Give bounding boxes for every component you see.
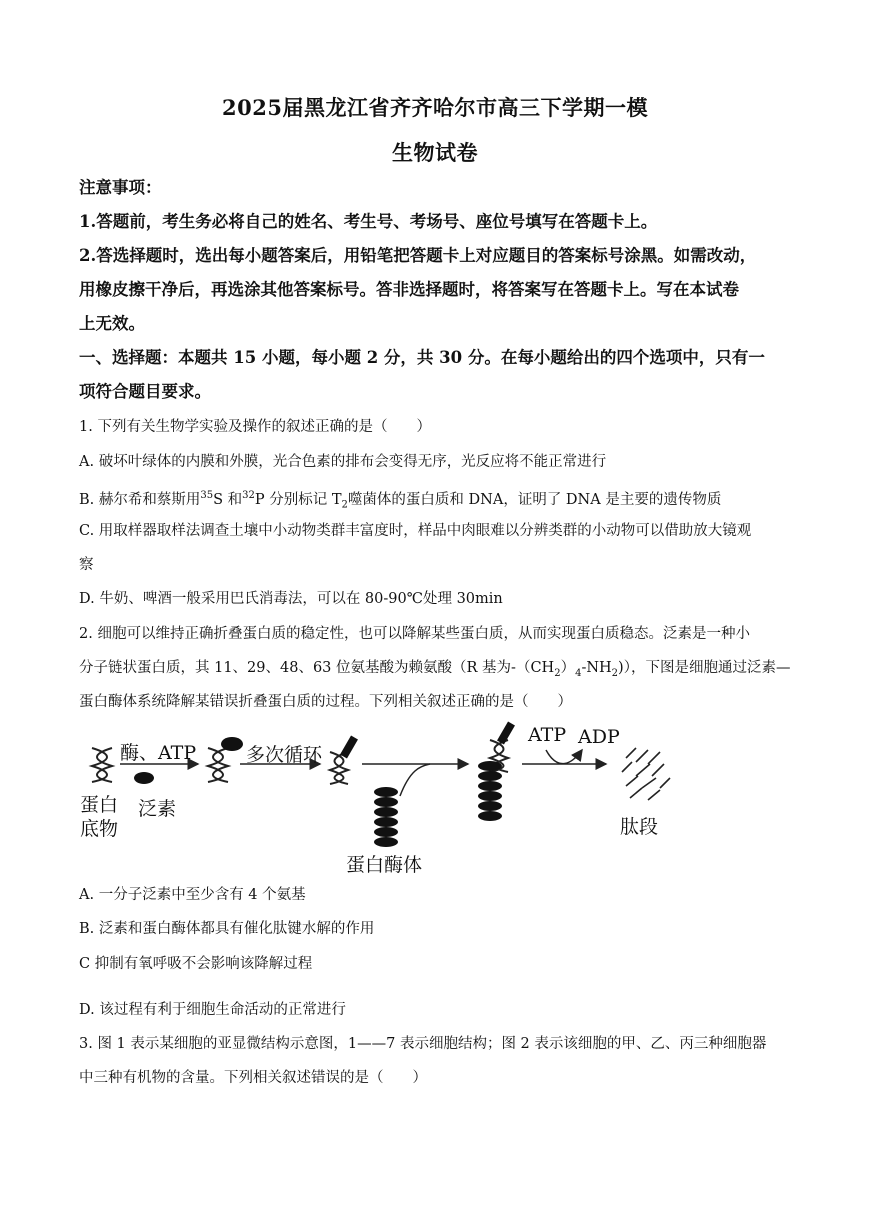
q1-b-sub-2: 2 <box>341 499 348 511</box>
q3-stem-line-1: 3. 图 1 表示某细胞的亚显微结构示意图，1——7 表示细胞结构；图 2 表示该细胞的甲、乙、丙三种细胞器 <box>79 1036 767 1052</box>
q1-b-sup-35: 35 <box>200 490 214 501</box>
q1-option-c-line-2: 察 <box>79 557 94 573</box>
q3-stem-line-2: 中三种有机物的含量。下列相关叙述错误的是（ ） <box>79 1070 427 1086</box>
substrate-helix-1 <box>92 748 112 782</box>
q2-stem-line-1: 2. 细胞可以维持正确折叠蛋白质的稳定性，也可以降解某些蛋白质，从而实现蛋白质稳态。泛素是一种小 <box>79 626 750 642</box>
ubiquitin-blob-2 <box>221 737 243 751</box>
proteasome-shape <box>374 787 398 847</box>
q2-l2-text-2: ） <box>560 660 576 676</box>
q1-option-c-line-1: C. 用取样器取样法调查土壤中小动物类群丰富度时，样品中肉眼难以分辨类群的小动物可以借助放大镜观 <box>79 523 752 539</box>
atp-adp-curve <box>546 750 582 764</box>
label-enzyme-atp: 酶、ATP <box>120 742 197 764</box>
notice-item-2-line-2: 用橡皮擦干净后，再选涂其他答案标号。答非选择题时，将答案写在答题卡上。写在本试卷 <box>79 280 739 299</box>
label-protein: 蛋白 <box>80 794 119 816</box>
q2-l2-sub-3: 2 <box>611 667 619 679</box>
notice-item-2-line-1: 2.答选择题时，选出每小题答案后，用铅笔把答题卡上对应题目的答案标号涂黑。如需改动， <box>79 246 757 265</box>
ubiquitin-proteasome-figure <box>70 718 710 878</box>
label-ubiquitin: 泛素 <box>138 798 177 820</box>
q2-option-c: C 抑制有氧呼吸不会影响该降解过程 <box>79 956 313 972</box>
arrow-3-join <box>400 764 430 796</box>
ubiquitin-blob-1 <box>134 772 154 784</box>
q1-option-a: A. 破坏叶绿体的内膜和外膜，光合色素的排布会变得无序，光反应将不能正常进行 <box>79 454 607 470</box>
section-1-heading-line-2: 项符合题目要求。 <box>79 382 211 401</box>
q2-stem-line-3: 蛋白酶体系统降解某错误折叠蛋白质的过程。下列相关叙述正确的是（ ） <box>79 694 572 710</box>
section-1-heading-line-1: 一、选择题：本题共 15 小题，每小题 2 分，共 30 分。在每小题给出的四个选项中，只有一 <box>79 348 765 367</box>
exam-title: 2025届黑龙江省齐齐哈尔市高三下学期一模 <box>222 95 648 120</box>
q2-l2-sub-1: 2 <box>554 667 561 679</box>
q2-l2-text-3: -NH <box>581 660 612 676</box>
q1-b-text-4: 噬菌体的蛋白质和 DNA，证明了 DNA 是主要的遗传物质 <box>347 491 722 508</box>
q2-l2-text-1: 分子链状蛋白质，其 11、29、48、63 位氨基酸为赖氨酸（R 基为-（CH <box>79 660 555 676</box>
q2-option-d: D. 该过程有利于细胞生命活动的正常进行 <box>79 1002 346 1018</box>
q2-option-b: B. 泛素和蛋白酶体都具有催化肽键水解的作用 <box>79 921 375 937</box>
notice-item-2-line-3: 上无效。 <box>79 314 145 333</box>
q2-option-a: A. 一分子泛素中至少含有 4 个氨基 <box>79 887 306 903</box>
ubiquitin-chain-1 <box>340 735 358 758</box>
peptide-fragments <box>622 748 670 800</box>
label-atp: ATP <box>528 724 567 746</box>
q2-stem-line-2 <box>79 658 790 684</box>
label-multi-cycle: 多次循环 <box>246 744 323 766</box>
label-adp: ADP <box>578 726 620 748</box>
q1-option-b <box>79 486 721 516</box>
q1-option-d: D. 牛奶、啤酒一般采用巴氏消毒法，可以在 80-90℃处理 30min <box>79 591 503 607</box>
q1-b-text-1: B. 赫尔希和蔡斯用 <box>79 491 201 508</box>
q1-b-text-3: P 分别标记 T <box>254 491 342 508</box>
q1-b-sup-32: 32 <box>242 490 255 501</box>
label-substrate: 底物 <box>80 818 119 840</box>
label-peptide: 肽段 <box>620 816 659 838</box>
q1-stem: 1. 下列有关生物学实验及操作的叙述正确的是（ ） <box>79 419 431 435</box>
q2-l2-sub-2: 4 <box>575 667 582 679</box>
substrate-helix-2 <box>208 748 228 782</box>
q2-l2-text-4: )），下图是细胞通过泛素— <box>618 660 791 676</box>
q1-b-text-2: S 和 <box>213 491 243 508</box>
label-proteasome: 蛋白酶体 <box>346 854 423 876</box>
exam-subject: 生物试卷 <box>392 140 478 165</box>
notice-heading: 注意事项： <box>79 178 162 197</box>
notice-item-1: 1.答题前，考生务必将自己的姓名、考生号、考场号、座位号填写在答题卡上。 <box>79 212 658 231</box>
